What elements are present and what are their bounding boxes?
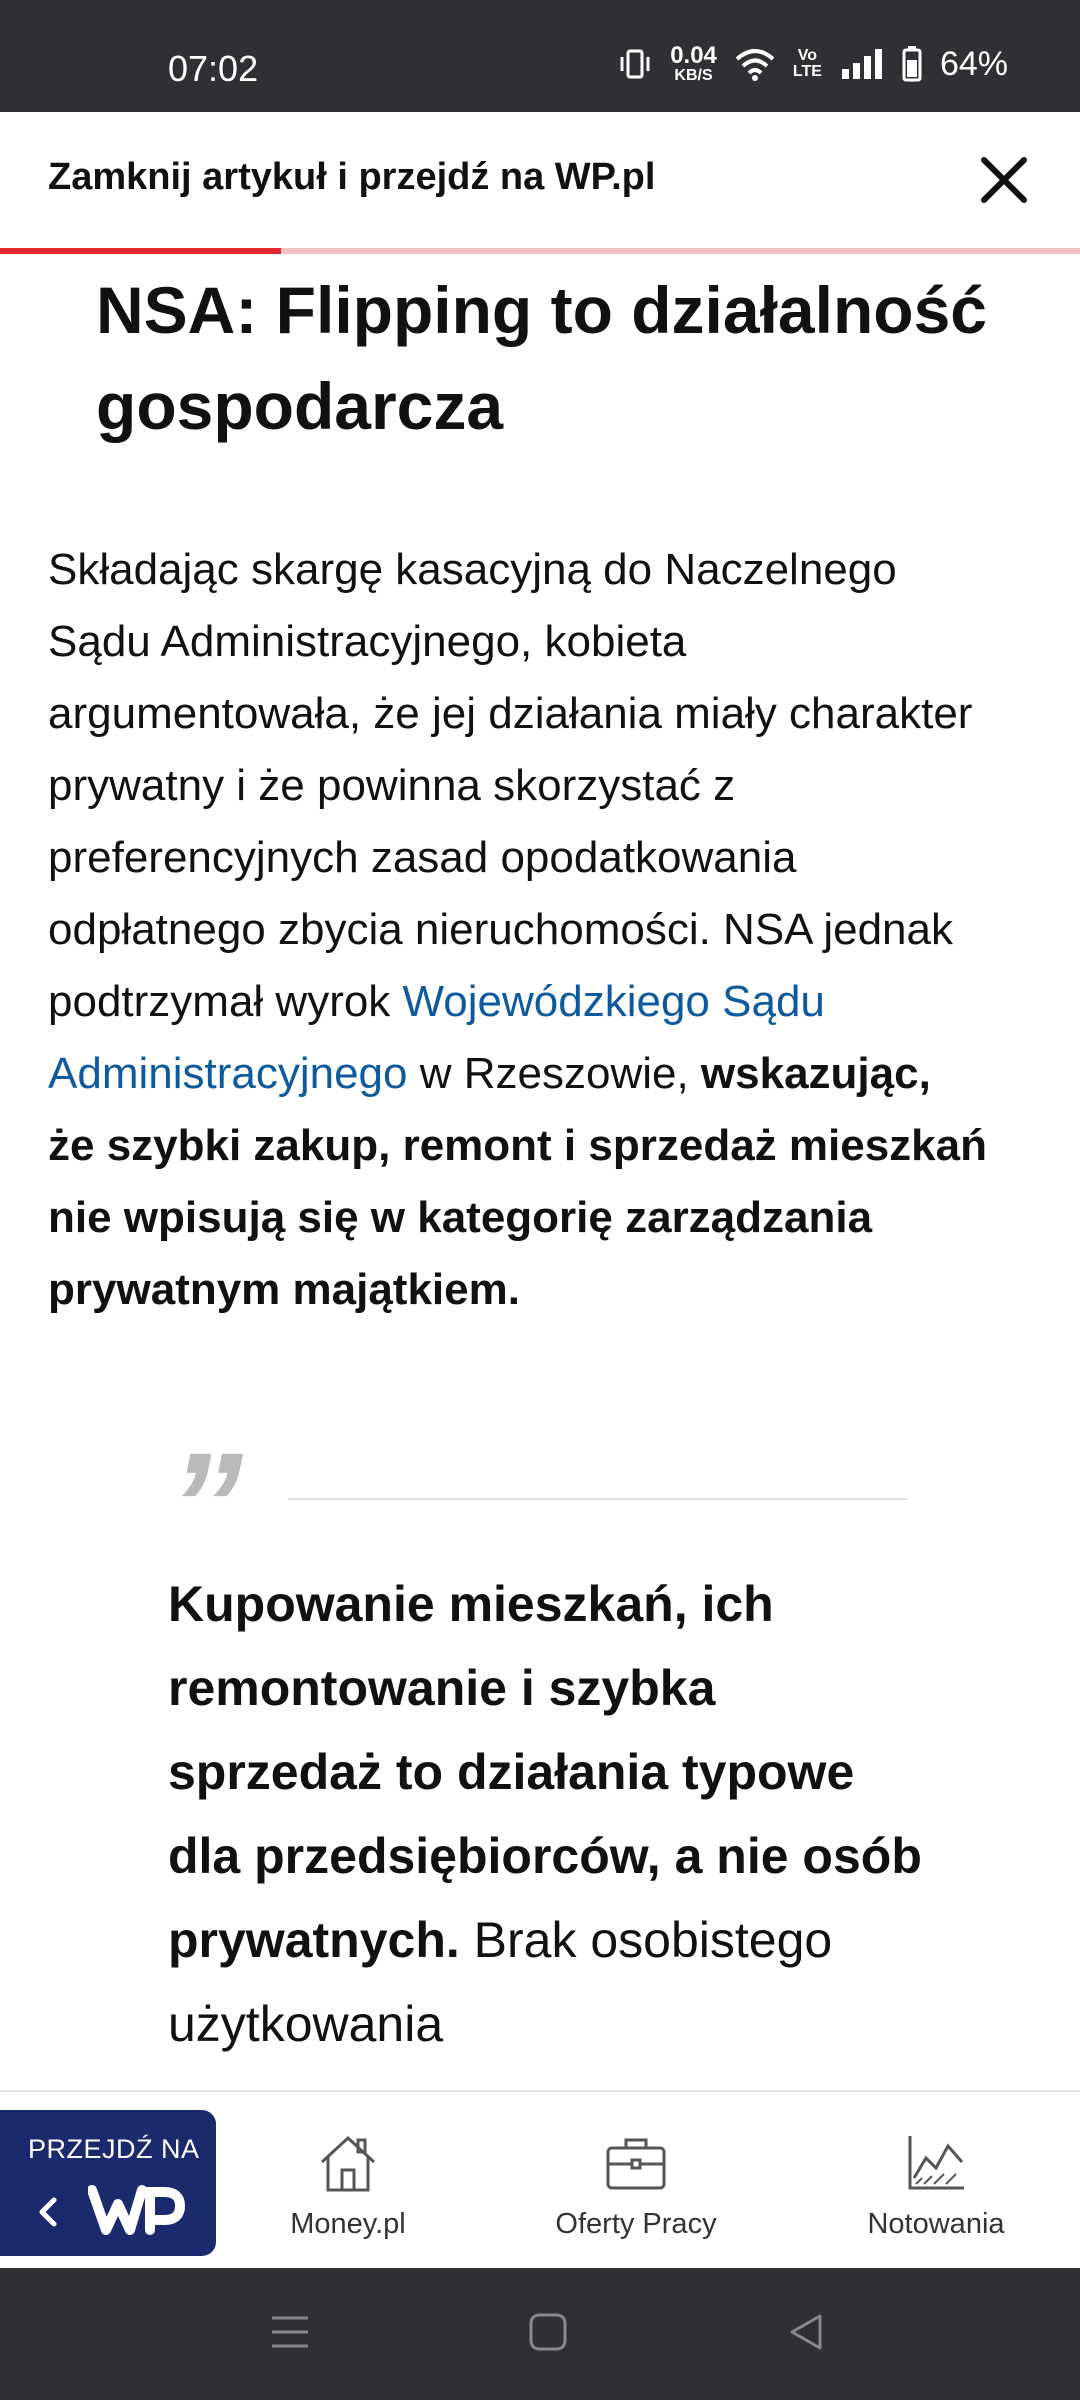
home-icon	[316, 2132, 380, 2194]
menu-icon[interactable]	[270, 2312, 310, 2352]
paragraph-text-2: w Rzeszowie,	[407, 1049, 701, 1098]
back-icon[interactable]	[786, 2312, 826, 2352]
close-article-link[interactable]: Zamknij artykuł i przejdź na WP.pl	[48, 156, 656, 198]
chart-icon	[904, 2132, 968, 2194]
network-speed-value: 0.04	[670, 42, 717, 69]
briefcase-icon	[604, 2132, 668, 2194]
wp-logo	[88, 2182, 186, 2238]
wifi-icon	[735, 47, 775, 81]
home-square-icon[interactable]	[528, 2312, 568, 2352]
nav-item-notowania-label: Notowania	[867, 2208, 1005, 2240]
paragraph-bold-text: wskazując, że szybki zakup, remont i sprzedaż mieszkań nie wpisują się w kategorię zarządzania prywatnym majątkiem.	[48, 1049, 987, 1314]
system-navigation-bar	[0, 2268, 1080, 2400]
quote-divider	[288, 1498, 908, 1500]
network-speed-unit: KB/S	[674, 67, 713, 84]
article-header-bar	[0, 112, 1080, 248]
network-speed	[670, 44, 717, 84]
nav-item-notowania[interactable]	[816, 2132, 1056, 2241]
nav-item-oferty-pracy-label: Oferty Pracy	[555, 2208, 717, 2240]
chevron-left-icon	[34, 2192, 64, 2232]
nav-item-money[interactable]	[228, 2132, 468, 2241]
go-to-wp-label: PRZEJDŹ NA	[28, 2134, 200, 2164]
quote-mark-icon: ”	[168, 1421, 243, 1589]
battery-icon	[902, 46, 922, 82]
volte-indicator	[793, 48, 822, 80]
quote-text	[168, 1562, 928, 2066]
wsa-link[interactable]: Wojewódzkiego Sądu Administracyjnego	[48, 977, 825, 1098]
battery-percent: 64%	[939, 44, 1008, 83]
nav-item-oferty-pracy[interactable]	[516, 2132, 756, 2241]
status-time: 07:02	[168, 48, 259, 89]
status-icons	[618, 44, 1008, 84]
quote-bold-text: Kupowanie mieszkań, ich remontowanie i szybka sprzedaż to działania typowe dla przedsiębiorców, a nie osób prywatnych.	[168, 1576, 922, 1968]
article-content	[0, 254, 1080, 2090]
close-icon[interactable]	[976, 152, 1032, 208]
article-headline: NSA: Flipping to działalność gospodarcza	[96, 273, 987, 443]
bottom-navigation	[0, 2090, 1080, 2270]
go-to-wp-button[interactable]	[0, 2110, 216, 2256]
volte-top: Vo	[797, 47, 818, 64]
paragraph-text-1: Składając skargę kasacyjną do Naczelnego Sądu Administracyjnego, kobieta argumentowała, że jej działania miały charakter prywatny i że powinna skorzystać z preferencyjnych zasad opodatkowania odpłatnego zbycia nieruchomości. NSA jednak podtrzymał wyrok	[48, 545, 973, 1026]
volte-bottom: LTE	[792, 63, 822, 80]
nav-item-money-label: Money.pl	[290, 2208, 406, 2240]
status-bar	[0, 0, 1080, 112]
quote-rest-text: Brak osobistego użytkowania	[168, 1912, 833, 2052]
article-paragraph	[48, 534, 988, 1326]
signal-icon	[840, 47, 884, 81]
vibrate-icon	[618, 47, 652, 81]
